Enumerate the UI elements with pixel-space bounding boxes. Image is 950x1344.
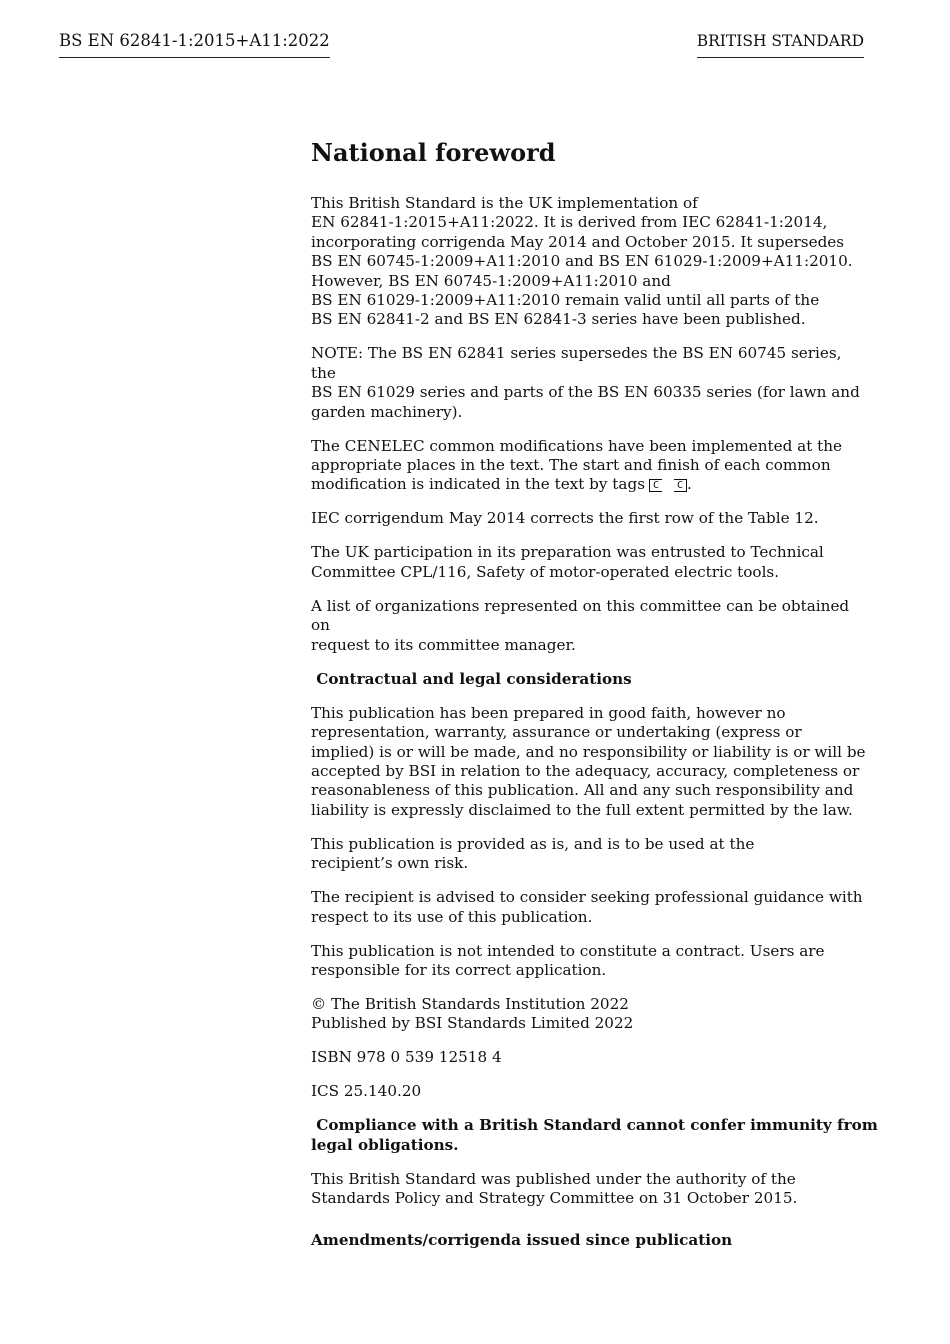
note-paragraph: NOTE: The BS EN 62841 series supersedes the BS EN 60745 series, the BS EN 61029 series and parts of the BS EN 60335 series (for lawn and garden machinery). [311, 344, 860, 421]
corrigendum-paragraph: IEC corrigendum May 2014 corrects the first row of the Table 12. [311, 509, 819, 528]
start-tag-icon: C [649, 479, 662, 492]
amendments-heading: Amendments/corrigenda issued since publication [311, 1230, 733, 1249]
contractual-heading: Contractual and legal considerations [311, 669, 632, 688]
page-title: National foreword [311, 138, 556, 167]
committee-paragraph: The UK participation in its preparation was entrusted to Technical Committee CPL/116, Safety of motor-operated electric tools. [311, 543, 824, 581]
foreword-body [311, 138, 878, 1265]
organizations-paragraph: A list of organizations represented on this committee can be obtained on request to its committee manager. [311, 596, 850, 654]
risk-paragraph: This publication is provided as is, and is to be used at the recipient’s own risk. [311, 834, 755, 873]
header-standard-number: BS EN 62841-1:2015+A11:2022 [59, 31, 330, 58]
ics: ICS 25.140.20 [311, 1082, 422, 1101]
cenelec-paragraph: The CENELEC common modifications have been implemented at the appropriate places in the text. The start and finish of each common modification is indicated in the text by tags C C . [311, 436, 842, 494]
compliance-heading: Compliance with a British Standard cannot confer immunity from legal obligations. [311, 1116, 878, 1154]
header-british-standard: BRITISH STANDARD [697, 31, 864, 58]
authority-paragraph: This British Standard was published under the authority of the Standards Policy and Strategy Committee on 31 October 2015. [311, 1169, 798, 1208]
contract-paragraph: This publication is not intended to constitute a contract. Users are responsible for its correct application. [311, 941, 825, 979]
guidance-paragraph: The recipient is advised to consider seeking professional guidance with respect to its use of this publication. [311, 888, 863, 926]
good-faith-paragraph: This publication has been prepared in good faith, however no representation, warranty, assurance or undertaking (express or implied) is or will be made, and no responsibility or liability is or will be accepted by BSI in relation to the adequacy, accuracy, completeness or reasonableness of this publication. All and any such responsibility and liability is expressly disclaimed to the full extent permitted by the law. [311, 703, 866, 819]
isbn: ISBN 978 0 539 12518 4 [311, 1048, 502, 1067]
end-tag-icon: C [674, 479, 687, 492]
copyright-paragraph: © The British Standards Institution 2022 Published by BSI Standards Limited 2022 [311, 994, 634, 1033]
implementation-paragraph: This British Standard is the UK implementation of EN 62841-1:2015+A11:2022. It is derived from IEC 62841-1:2014, incorporating corrigenda May 2014 and October 2015. It supersedes BS EN 60745-1:2009+A11:2010 and BS EN 61029-1:2009+A11:2010. However, BS EN 60745-1:2009+A11:2010 and BS EN 61029-1:2009+A11:2010 remain valid until all parts of the BS EN 62841-2 and BS EN 62841-3 series have been published. [311, 194, 853, 329]
